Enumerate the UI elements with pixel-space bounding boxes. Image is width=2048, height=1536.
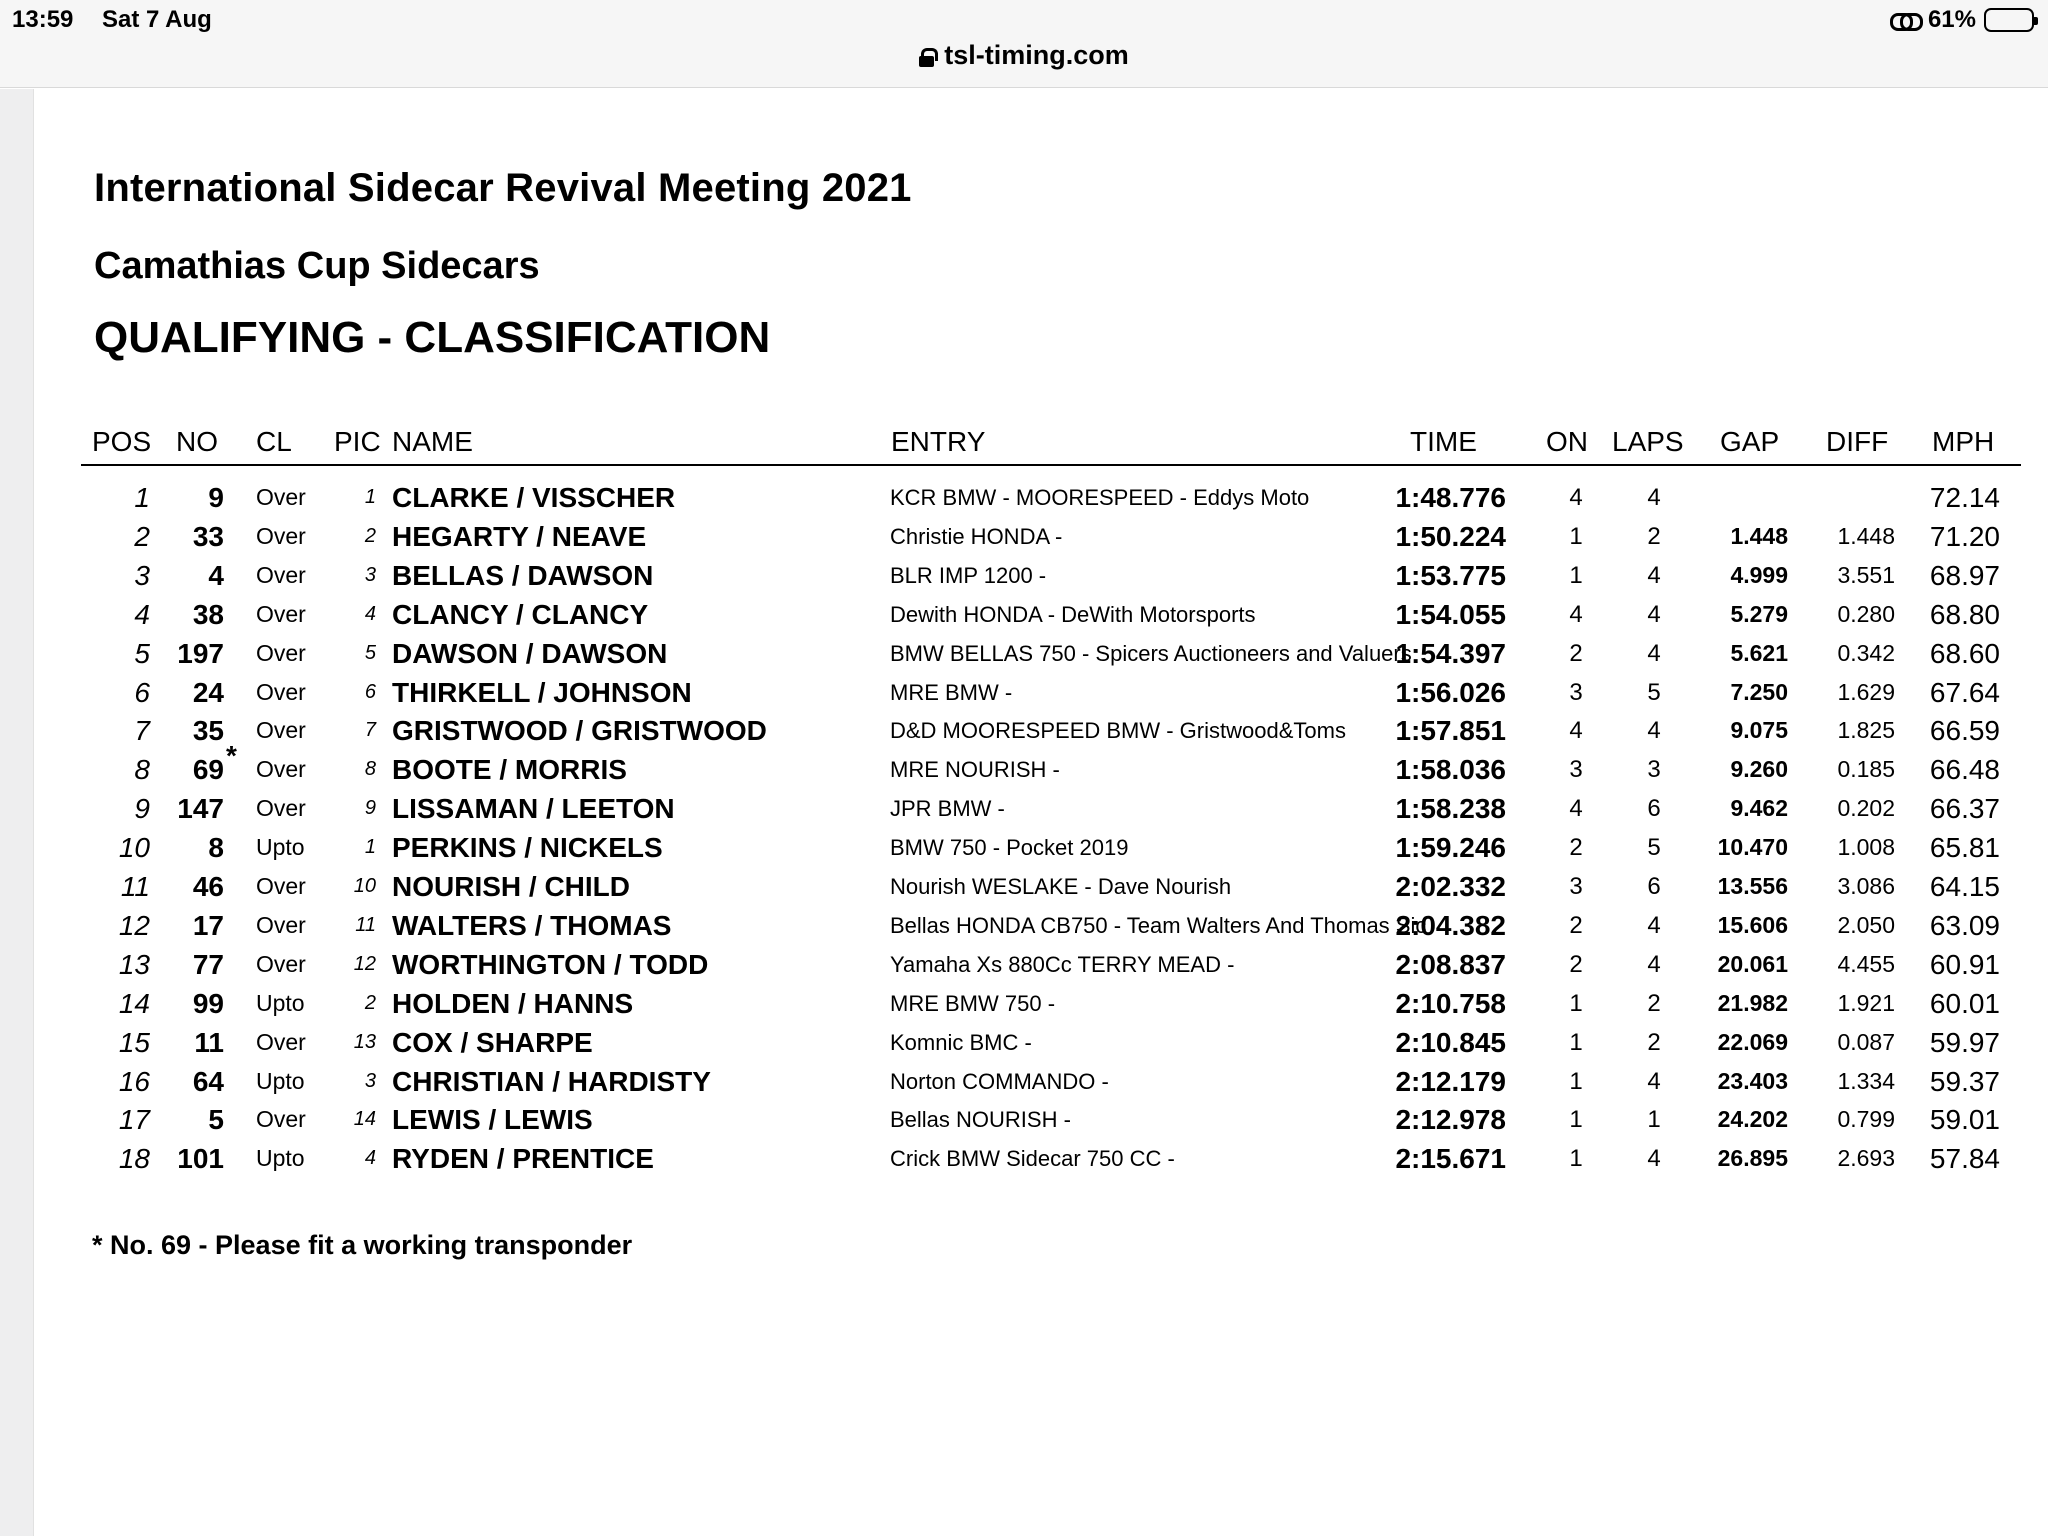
cell-laps: 5 xyxy=(1647,834,1661,862)
cell-entry: MRE NOURISH - xyxy=(890,757,1060,783)
cell-no: 35 xyxy=(192,715,224,747)
cell-entry: Norton COMMANDO - xyxy=(890,1068,1109,1094)
cell-no: 46 xyxy=(192,871,224,902)
cell-on: 1 xyxy=(1569,1028,1583,1056)
cell-pos: 10 xyxy=(118,832,150,864)
cell-gap: 15.606 xyxy=(1717,911,1788,938)
cell-gap: 5.279 xyxy=(1730,600,1788,627)
cell-pic: 3 xyxy=(364,1069,376,1092)
cell-on: 2 xyxy=(1569,911,1583,939)
cell-time: 1:54.055 xyxy=(1395,598,1506,630)
cell-on: 2 xyxy=(1569,950,1583,978)
cell-diff: 1.825 xyxy=(1837,717,1895,744)
cell-no: 38 xyxy=(192,598,224,630)
table-row xyxy=(0,984,2048,1023)
cell-laps: 4 xyxy=(1647,911,1661,939)
cell-gap: 9.462 xyxy=(1730,795,1788,822)
cell-pic: 8 xyxy=(364,758,376,781)
event-title: International Sidecar Revival Meeting 2021 xyxy=(94,166,912,210)
cell-time: 2:12.978 xyxy=(1395,1104,1506,1136)
cell-diff: 3.551 xyxy=(1837,561,1895,588)
header-on: ON xyxy=(1546,426,1588,457)
cell-cl: Over xyxy=(256,756,306,783)
cell-time: 2:10.758 xyxy=(1395,987,1506,1019)
cell-cl: Over xyxy=(256,639,306,666)
cell-name: BELLAS / DAWSON xyxy=(392,559,654,591)
cell-no: 8 xyxy=(208,832,224,864)
cell-name: PERKINS / NICKELS xyxy=(392,832,663,864)
cell-cl: Over xyxy=(256,873,306,899)
address-bar[interactable] xyxy=(0,40,2048,71)
table-row xyxy=(0,478,2048,517)
table-row xyxy=(0,1023,2048,1062)
cell-pos: 18 xyxy=(118,1143,150,1175)
cell-name: RYDEN / PRENTICE xyxy=(392,1143,654,1175)
cell-entry: Yamaha Xs 880Cc TERRY MEAD - xyxy=(890,951,1235,977)
cell-mph: 72.14 xyxy=(1929,482,2000,513)
cell-entry: Bellas NOURISH - xyxy=(890,1107,1071,1133)
cell-cl: Over xyxy=(256,717,306,744)
cell-diff: 0.799 xyxy=(1837,1106,1895,1133)
cell-time: 2:08.837 xyxy=(1395,948,1506,980)
cell-gap: 7.250 xyxy=(1730,678,1788,705)
cell-mph: 63.09 xyxy=(1929,909,2000,941)
cell-pos: 1 xyxy=(134,482,150,513)
table-row xyxy=(0,595,2048,634)
url-text[interactable]: tsl-timing.com xyxy=(944,40,1129,70)
cell-name: HEGARTY / NEAVE xyxy=(392,520,647,552)
header-laps: LAPS xyxy=(1612,426,1684,457)
cell-time: 2:04.382 xyxy=(1395,909,1506,941)
cell-cl: Over xyxy=(256,1028,306,1055)
table-row xyxy=(0,711,2048,750)
cell-laps: 2 xyxy=(1647,1028,1661,1056)
cell-entry: Bellas HONDA CB750 - Team Walters And Thomas Sic xyxy=(890,912,1427,938)
cell-no: 24 xyxy=(192,676,224,708)
cell-mph: 67.64 xyxy=(1929,676,2000,708)
cell-on: 3 xyxy=(1569,756,1583,784)
transponder-note-marker: * xyxy=(226,740,237,772)
table-row xyxy=(0,789,2048,828)
cell-gap: 22.069 xyxy=(1717,1028,1788,1055)
header-no: NO xyxy=(176,426,218,457)
cell-on: 1 xyxy=(1569,1106,1583,1134)
cell-time: 2:02.332 xyxy=(1395,871,1506,902)
cell-pos: 11 xyxy=(120,871,150,902)
cell-diff: 1.921 xyxy=(1837,989,1895,1016)
cell-laps: 4 xyxy=(1647,561,1661,589)
header-pic: PIC xyxy=(334,426,381,457)
cell-diff: 0.185 xyxy=(1837,756,1895,783)
cell-no: 5 xyxy=(208,1104,224,1136)
cell-pos: 7 xyxy=(134,715,150,747)
cell-name: NOURISH / CHILD xyxy=(392,871,630,902)
cell-gap: 20.061 xyxy=(1717,950,1788,977)
cell-cl: Over xyxy=(256,678,306,705)
cell-laps: 4 xyxy=(1647,1145,1661,1173)
cell-cl: Over xyxy=(256,1106,306,1133)
cell-name: CLARKE / VISSCHER xyxy=(392,482,676,513)
cell-mph: 59.01 xyxy=(1929,1104,2000,1136)
cell-time: 2:10.845 xyxy=(1395,1026,1506,1058)
cell-name: THIRKELL / JOHNSON xyxy=(392,676,692,708)
cell-time: 1:50.224 xyxy=(1395,520,1506,552)
cell-entry: KCR BMW - MOORESPEED - Eddys Moto xyxy=(890,485,1310,510)
cell-no: 17 xyxy=(192,909,224,941)
cell-name: CLANCY / CLANCY xyxy=(392,598,649,630)
ios-status-and-address-bar xyxy=(0,0,2048,88)
cell-mph: 60.91 xyxy=(1929,948,2000,980)
cell-pic: 4 xyxy=(364,602,376,625)
cell-gap: 23.403 xyxy=(1717,1067,1788,1094)
cell-name: WORTHINGTON / TODD xyxy=(392,948,709,980)
header-mph: MPH xyxy=(1932,426,1995,457)
cell-time: 1:54.397 xyxy=(1395,637,1506,669)
cell-gap: 10.470 xyxy=(1717,834,1788,861)
table-row xyxy=(0,740,2048,789)
cell-entry: Christie HONDA - xyxy=(890,523,1063,549)
cell-diff: 2.050 xyxy=(1837,911,1895,938)
cell-pic: 2 xyxy=(364,524,376,547)
cell-no: 11 xyxy=(194,1026,224,1058)
cell-on: 4 xyxy=(1569,717,1583,745)
cell-entry: Nourish WESLAKE - Dave Nourish xyxy=(890,874,1232,899)
table-row xyxy=(0,1062,2048,1101)
cell-laps: 4 xyxy=(1647,1067,1661,1095)
table-row xyxy=(0,867,2048,906)
battery-percent: 61% xyxy=(1927,6,1976,33)
header-rule xyxy=(81,464,2021,466)
cell-pos: 12 xyxy=(118,909,150,941)
cell-mph: 66.59 xyxy=(1929,715,2000,747)
status-time: 13:59 xyxy=(12,6,74,33)
cell-entry: BMW 750 - Pocket 2019 xyxy=(890,835,1129,861)
cell-entry: Crick BMW Sidecar 750 CC - xyxy=(890,1146,1175,1172)
cell-time: 1:58.036 xyxy=(1395,754,1506,786)
cell-on: 4 xyxy=(1569,600,1583,628)
cell-cl: Over xyxy=(256,795,306,822)
cell-pos: 6 xyxy=(134,676,150,708)
cell-time: 1:57.851 xyxy=(1395,715,1506,747)
cell-entry: Dewith HONDA - DeWith Motorsports xyxy=(890,601,1256,627)
cell-mph: 68.97 xyxy=(1929,559,2000,591)
cell-diff: 1.448 xyxy=(1837,522,1895,549)
table-row xyxy=(0,1100,2048,1139)
cell-cl: Over xyxy=(256,484,306,510)
lock-icon xyxy=(919,48,934,67)
cell-laps: 1 xyxy=(1647,1106,1661,1134)
cell-pos: 13 xyxy=(118,948,150,980)
cell-on: 3 xyxy=(1569,873,1583,900)
cell-no: 101 xyxy=(177,1143,224,1175)
cell-pos: 16 xyxy=(118,1065,150,1097)
cell-laps: 6 xyxy=(1647,873,1661,900)
cell-no: 33 xyxy=(192,520,224,552)
cell-cl: Over xyxy=(256,950,306,977)
cell-time: 1:56.026 xyxy=(1395,676,1506,708)
cell-time: 1:48.776 xyxy=(1395,482,1506,513)
cell-pic: 4 xyxy=(364,1147,376,1170)
table-row xyxy=(0,828,2048,867)
cell-pos: 9 xyxy=(134,793,150,825)
cell-no: 9 xyxy=(208,482,224,513)
cell-laps: 3 xyxy=(1647,756,1661,784)
cell-time: 2:15.671 xyxy=(1395,1143,1506,1175)
table-row xyxy=(0,556,2048,595)
cell-mph: 68.80 xyxy=(1929,598,2000,630)
cell-mph: 57.84 xyxy=(1929,1143,2000,1175)
cell-diff: 0.342 xyxy=(1837,639,1895,666)
cell-on: 1 xyxy=(1569,1067,1583,1095)
cell-mph: 66.48 xyxy=(1929,754,2000,786)
cell-no: 147 xyxy=(177,793,224,825)
cell-diff: 1.334 xyxy=(1837,1067,1895,1094)
cell-diff: 1.629 xyxy=(1837,678,1895,705)
cell-gap: 13.556 xyxy=(1717,873,1788,899)
cell-laps: 4 xyxy=(1647,484,1661,511)
cell-cl: Over xyxy=(256,522,306,549)
cell-pic: 13 xyxy=(353,1030,376,1053)
header-entry: ENTRY xyxy=(891,426,986,457)
cell-time: 1:58.238 xyxy=(1395,793,1506,825)
cell-on: 1 xyxy=(1569,522,1583,550)
cell-diff: 0.202 xyxy=(1837,795,1895,822)
cell-no: 4 xyxy=(208,559,224,591)
cell-pos: 15 xyxy=(118,1026,150,1058)
cell-gap: 9.260 xyxy=(1730,756,1788,783)
cell-name: DAWSON / DAWSON xyxy=(392,637,668,669)
cell-pic: 2 xyxy=(364,991,376,1014)
cell-laps: 5 xyxy=(1647,678,1661,706)
cell-diff: 3.086 xyxy=(1837,873,1895,899)
table-row xyxy=(0,1139,2048,1178)
cell-name: GRISTWOOD / GRISTWOOD xyxy=(392,715,767,747)
header-pos: POS xyxy=(92,426,152,457)
header-time: TIME xyxy=(1410,426,1477,457)
cell-time: 2:12.179 xyxy=(1395,1065,1506,1097)
cell-no: 64 xyxy=(192,1065,224,1097)
cell-on: 4 xyxy=(1569,795,1583,823)
cell-cl: Upto xyxy=(256,989,305,1016)
cell-pic: 12 xyxy=(353,952,376,975)
cell-name: BOOTE / MORRIS xyxy=(392,754,627,786)
cell-gap: 1.448 xyxy=(1730,522,1788,549)
cell-on: 2 xyxy=(1569,639,1583,667)
cell-pic: 1 xyxy=(364,486,376,508)
cell-laps: 4 xyxy=(1647,639,1661,667)
cell-gap: 24.202 xyxy=(1717,1106,1788,1133)
link-icon xyxy=(1890,10,1920,30)
status-date: Sat 7 Aug xyxy=(102,6,212,33)
cell-on: 1 xyxy=(1569,1145,1583,1173)
cell-mph: 65.81 xyxy=(1929,832,2000,864)
status-indicators xyxy=(1890,6,2034,34)
cell-on: 1 xyxy=(1569,989,1583,1017)
cell-on: 1 xyxy=(1569,561,1583,589)
cell-pos: 8 xyxy=(134,754,150,786)
cell-pos: 3 xyxy=(134,559,150,591)
cell-laps: 4 xyxy=(1647,717,1661,745)
cell-laps: 4 xyxy=(1647,600,1661,628)
cell-diff: 2.693 xyxy=(1837,1145,1895,1172)
cell-name: WALTERS / THOMAS xyxy=(392,909,672,941)
cell-pic: 6 xyxy=(364,680,376,703)
cell-on: 2 xyxy=(1569,834,1583,862)
cell-no: 99 xyxy=(192,987,224,1019)
footnote: * No. 69 - Please fit a working transponder xyxy=(92,1230,633,1260)
cell-diff: 1.008 xyxy=(1837,834,1895,861)
cell-pic: 1 xyxy=(364,836,376,859)
cell-entry: BMW BELLAS 750 - Spicers Auctioneers and Valuers xyxy=(890,640,1412,666)
cell-mph: 59.97 xyxy=(1929,1026,2000,1058)
cell-entry: D&D MOORESPEED BMW - Gristwood&Toms xyxy=(890,718,1346,744)
cell-pic: 7 xyxy=(364,719,376,742)
cell-diff: 4.455 xyxy=(1837,950,1895,977)
cell-entry: Komnic BMC - xyxy=(890,1029,1032,1055)
cell-pic: 14 xyxy=(353,1108,376,1131)
header-name: NAME xyxy=(392,426,473,457)
cell-diff: 0.087 xyxy=(1837,1028,1895,1055)
session-title: QUALIFYING - CLASSIFICATION xyxy=(94,313,771,362)
table-row xyxy=(0,517,2048,556)
header-diff: DIFF xyxy=(1826,426,1889,457)
cell-laps: 2 xyxy=(1647,522,1661,550)
cell-no: 69 xyxy=(192,754,224,786)
cell-gap: 9.075 xyxy=(1730,717,1788,744)
cell-pic: 5 xyxy=(364,641,376,664)
cell-name: COX / SHARPE xyxy=(392,1026,593,1058)
cell-gap: 21.982 xyxy=(1717,989,1788,1016)
cell-mph: 64.15 xyxy=(1929,871,2000,902)
cell-mph: 60.01 xyxy=(1929,987,2000,1019)
cell-pos: 5 xyxy=(134,637,150,669)
cell-on: 4 xyxy=(1569,484,1583,511)
cell-mph: 68.60 xyxy=(1929,637,2000,669)
cell-cl: Over xyxy=(256,561,306,588)
cell-gap: 4.999 xyxy=(1730,561,1788,588)
cell-name: LISSAMAN / LEETON xyxy=(392,793,675,825)
cell-on: 3 xyxy=(1569,678,1583,706)
cell-cl: Over xyxy=(256,600,306,627)
cell-name: CHRISTIAN / HARDISTY xyxy=(392,1065,711,1097)
header-gap: GAP xyxy=(1720,426,1780,457)
cell-time: 1:59.246 xyxy=(1395,832,1506,864)
cell-entry: JPR BMW - xyxy=(890,796,1005,822)
cell-entry: MRE BMW - xyxy=(890,679,1013,705)
cell-no: 197 xyxy=(177,637,224,669)
cell-cl: Upto xyxy=(256,1145,305,1172)
cell-name: HOLDEN / HANNS xyxy=(392,987,634,1019)
header-cl: CL xyxy=(256,426,292,457)
cell-no: 77 xyxy=(192,948,224,980)
table-row xyxy=(0,673,2048,712)
cell-laps: 6 xyxy=(1647,795,1661,823)
cell-laps: 2 xyxy=(1647,989,1661,1017)
cell-cl: Upto xyxy=(256,1067,305,1094)
cell-pos: 17 xyxy=(118,1104,150,1136)
cell-pic: 11 xyxy=(355,913,376,936)
cell-pos: 2 xyxy=(134,520,150,552)
battery-icon xyxy=(1984,8,2034,32)
cell-pic: 10 xyxy=(353,875,376,897)
cell-diff: 0.280 xyxy=(1837,600,1895,627)
table-row xyxy=(0,906,2048,945)
cell-pos: 4 xyxy=(134,598,150,630)
cell-gap: 26.895 xyxy=(1717,1145,1788,1172)
table-row xyxy=(0,945,2048,984)
class-title: Camathias Cup Sidecars xyxy=(94,245,540,287)
cell-entry: MRE BMW 750 - xyxy=(890,990,1056,1016)
cell-pic: 9 xyxy=(364,797,376,820)
cell-name: LEWIS / LEWIS xyxy=(392,1104,593,1136)
cell-cl: Over xyxy=(256,911,306,938)
cell-gap: 5.621 xyxy=(1730,639,1788,666)
cell-laps: 4 xyxy=(1647,950,1661,978)
cell-time: 1:53.775 xyxy=(1395,559,1506,591)
cell-entry: BLR IMP 1200 - xyxy=(890,562,1047,588)
cell-cl: Upto xyxy=(256,834,305,861)
cell-mph: 71.20 xyxy=(1929,520,2000,552)
cell-mph: 66.37 xyxy=(1929,793,2000,825)
cell-pos: 14 xyxy=(118,987,150,1019)
cell-mph: 59.37 xyxy=(1929,1065,2000,1097)
table-row xyxy=(0,634,2048,673)
cell-pic: 3 xyxy=(364,563,376,586)
